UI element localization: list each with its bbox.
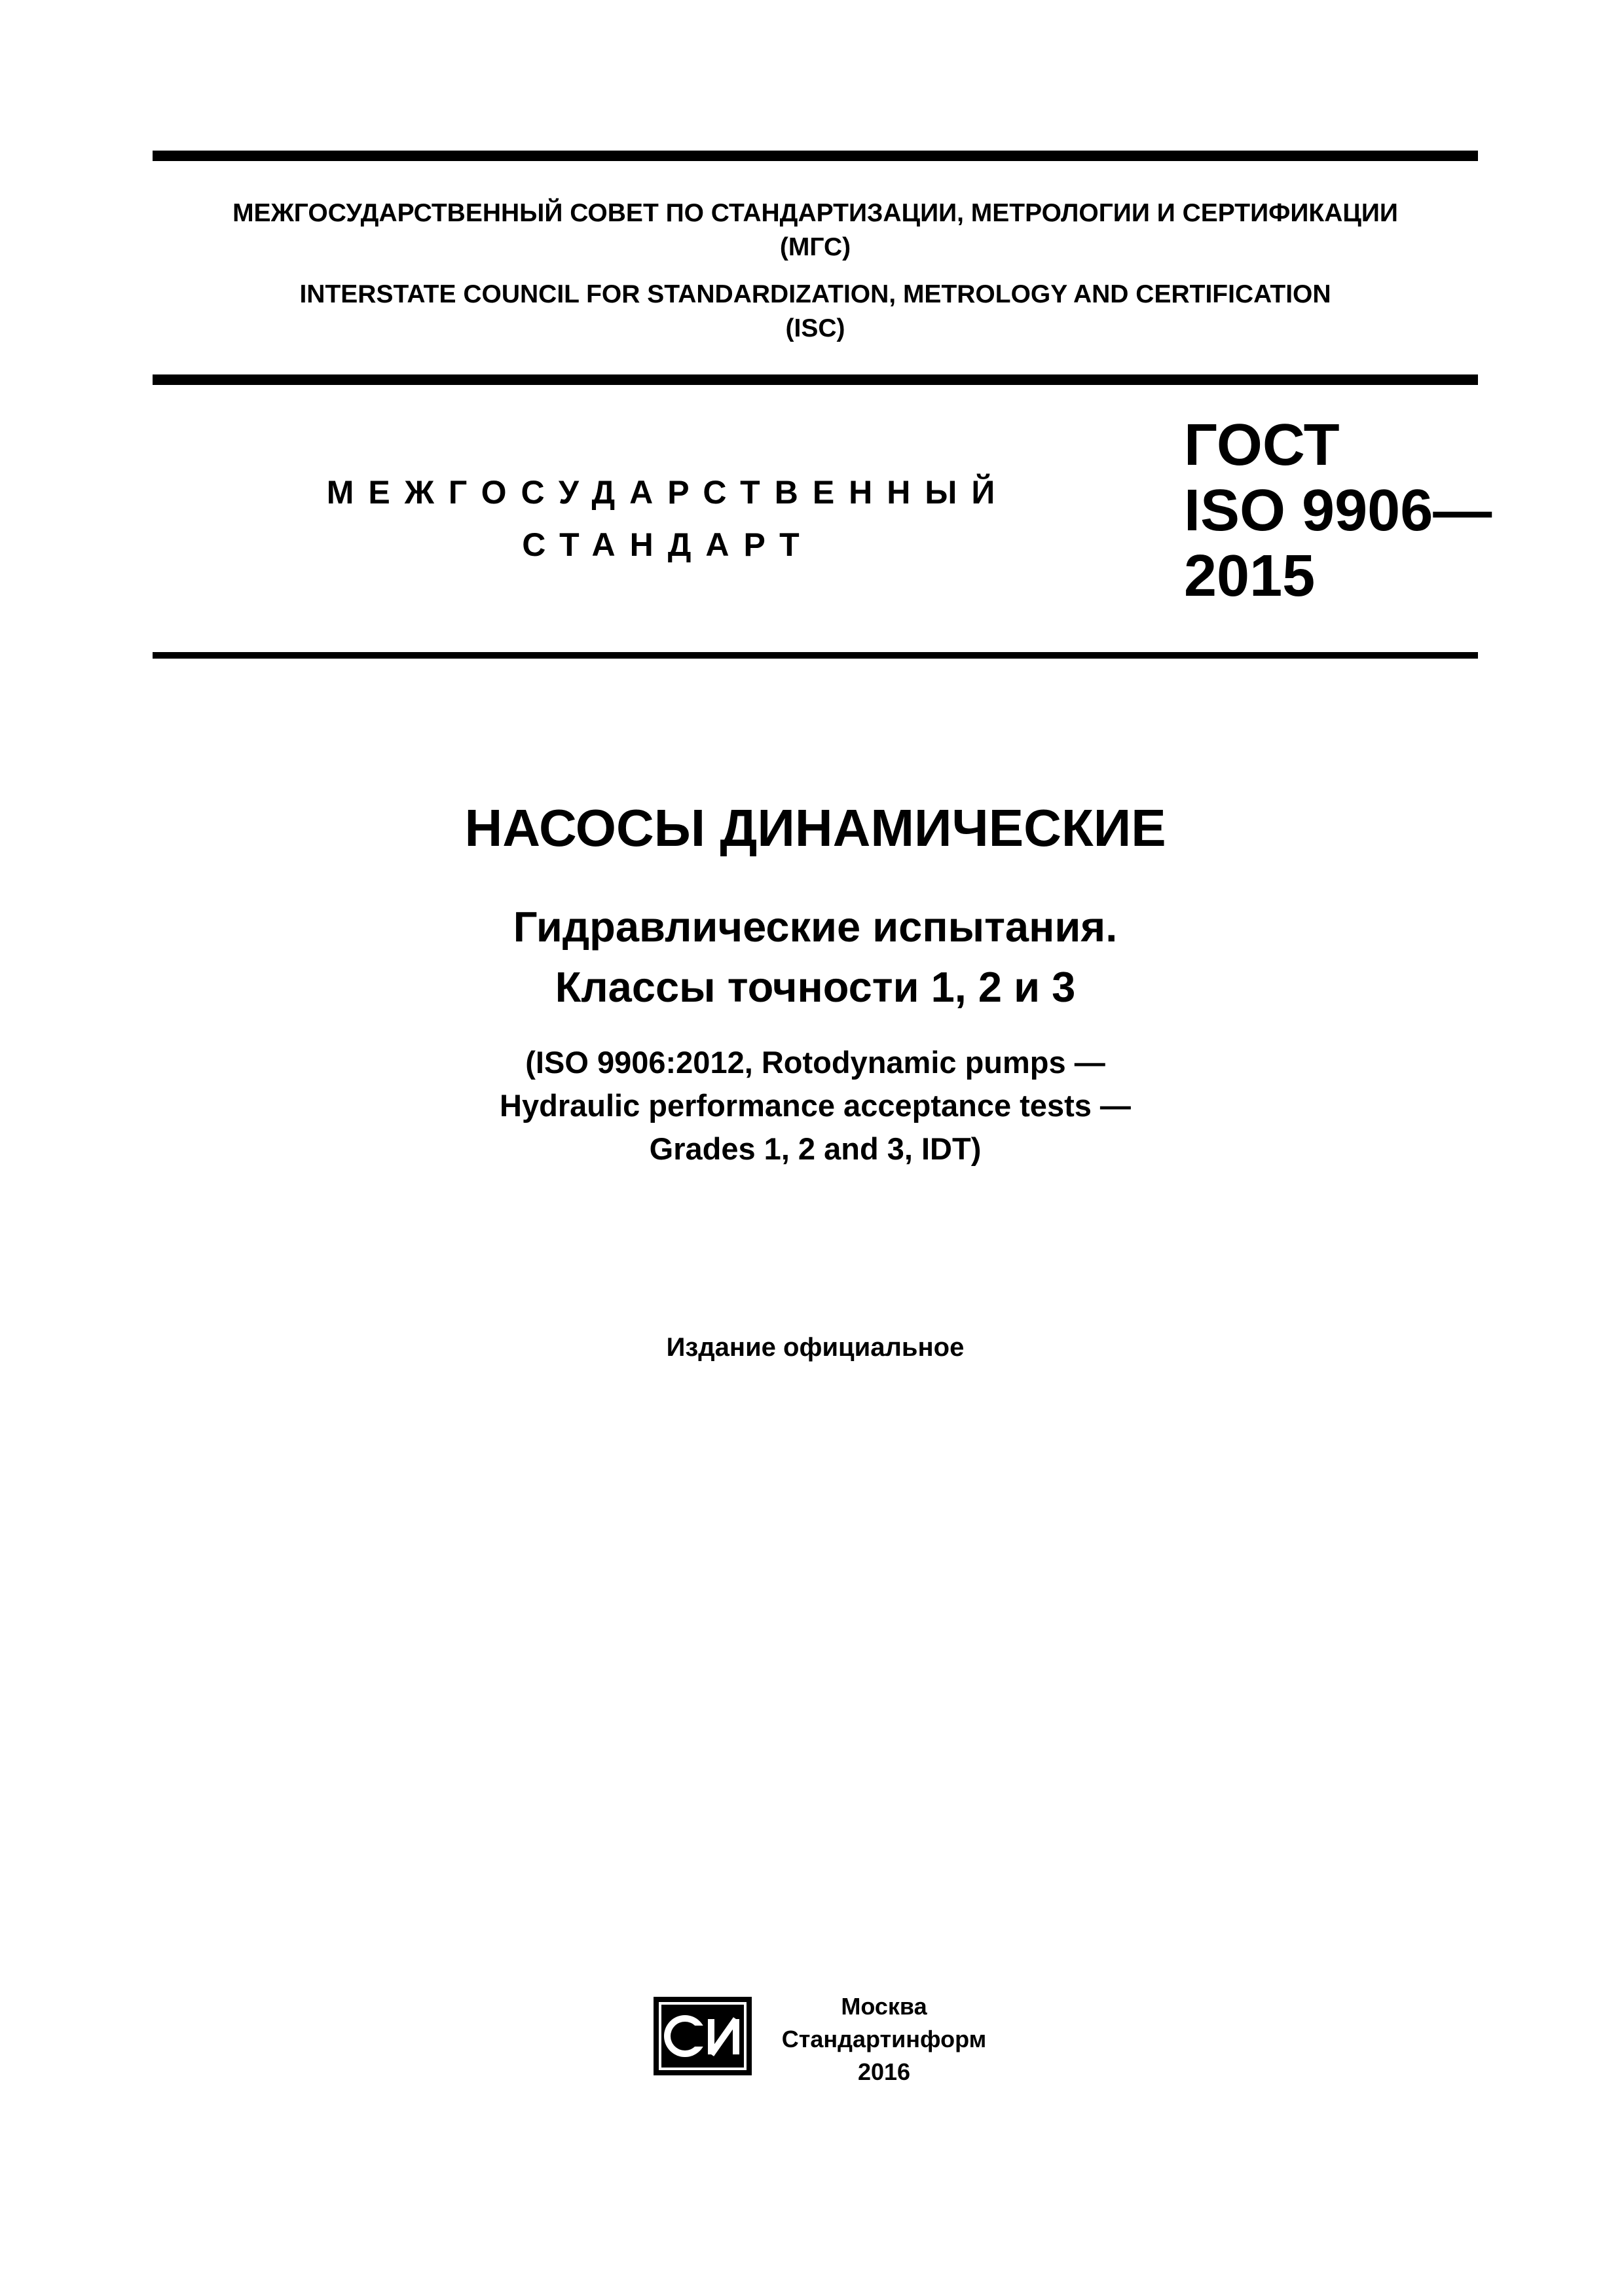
standartinform-logo-icon [654,1997,752,2075]
publisher-name: Стандартинформ [781,2026,987,2052]
designation-line2: ISO 9906— [1184,478,1492,543]
council-name-en: INTERSTATE COUNCIL FOR STANDARDIZATION, METROLOGY AND CERTIFICATION [299,280,1331,308]
publisher-city: Москва [841,1993,927,2020]
council-abbr-ru: (МГС) [779,233,851,261]
standard-type-line2: СТАНДАРТ [522,526,814,563]
iso-reference-line2: Hydraulic performance acceptance tests — [500,1088,1131,1123]
iso-reference-line1: (ISO 9906:2012, Rotodynamic pumps — [525,1045,1105,1080]
designation-line1: ГОСТ [1184,412,1340,478]
standard-type [308,466,1028,571]
subtitle-line1: Гидравлические испытания. [513,903,1118,951]
top-rule [153,151,1478,161]
council-abbr-en: (ISC) [785,314,845,342]
designation-line3: 2015 [1184,543,1316,609]
standard-type-line1: МЕЖГОСУДАРСТВЕННЫЙ [326,474,1010,511]
publisher-year: 2016 [857,2058,911,2085]
document-subtitle [153,897,1478,1017]
bottom-rule [153,652,1478,659]
council-name-ru: МЕЖГОСУДАРСТВЕННЫЙ СОВЕТ ПО СТАНДАРТИЗАЦИИ, МЕТРОЛОГИИ И СЕРТИФИКАЦИИ [232,199,1398,227]
edition-note: Издание официальное [666,1333,965,1362]
iso-reference [153,1041,1478,1171]
middle-rule [153,374,1478,385]
publisher-imprint [773,1990,995,2088]
iso-reference-line3: Grades 1, 2 and 3, IDT) [649,1131,982,1166]
standard-designation [1184,412,1492,609]
document-title: НАСОСЫ ДИНАМИЧЕСКИЕ [464,799,1166,857]
subtitle-line2: Классы точности 1, 2 и 3 [555,963,1076,1011]
